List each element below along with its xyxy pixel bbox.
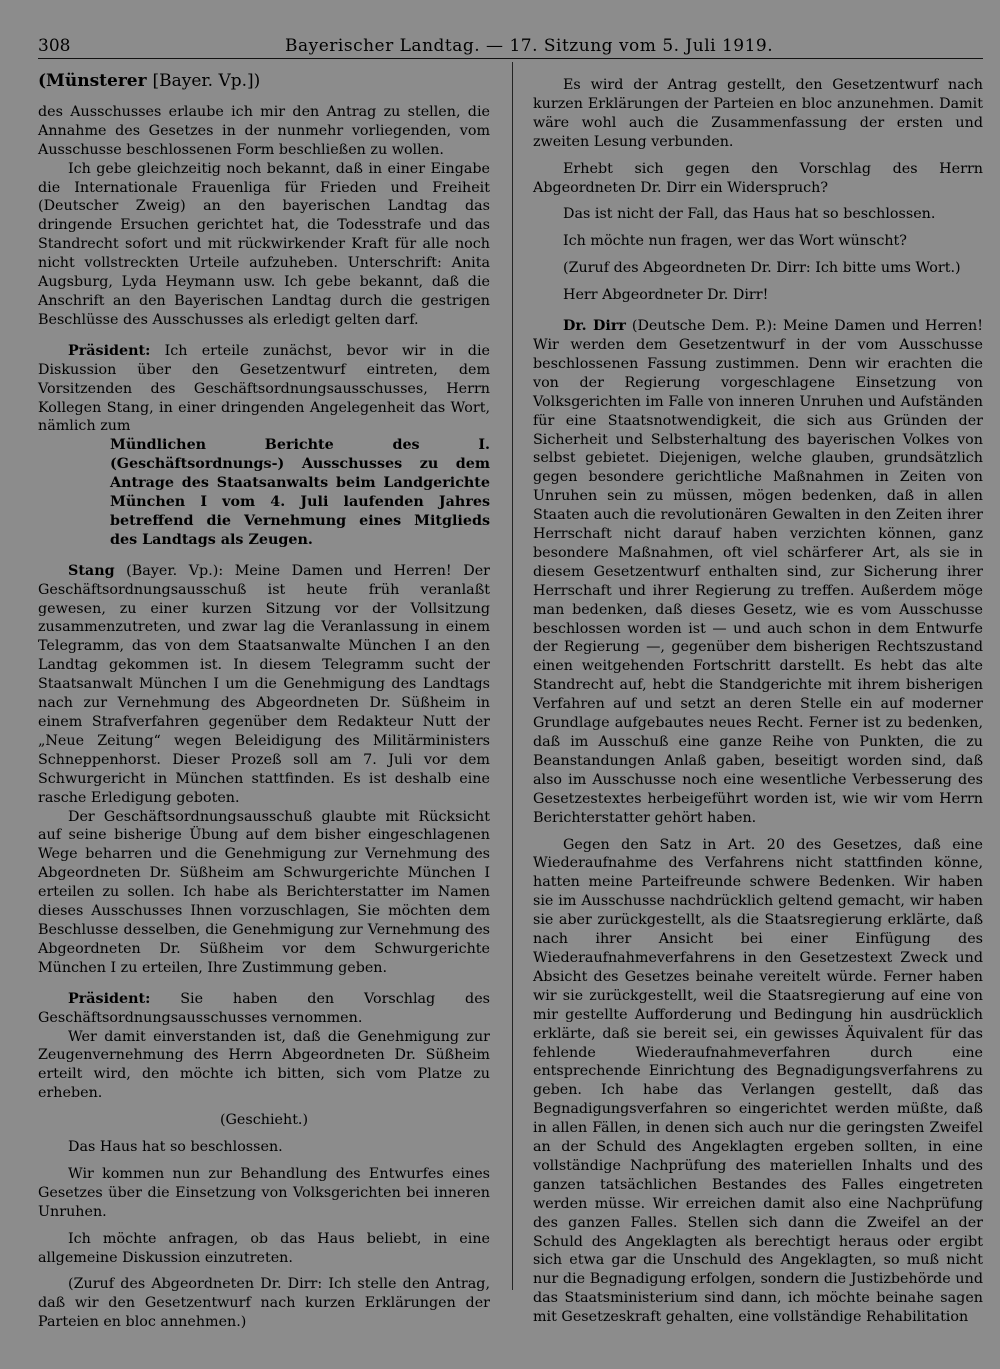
speech-text: Sie haben den Vorschlag des Geschäftsordnungsausschusses vernommen. bbox=[38, 990, 490, 1026]
left-column bbox=[38, 72, 490, 1332]
interjection: (Zuruf des Abgeordneten Dr. Dirr: Ich bitte ums Wort.) bbox=[563, 260, 961, 277]
paragraph: Ich möchte nun fragen, wer das Wort wünscht? bbox=[563, 233, 907, 250]
paragraph bbox=[38, 342, 490, 437]
paragraph bbox=[533, 317, 983, 827]
page-number: 308 bbox=[38, 36, 71, 56]
interjection: (Zuruf des Abgeordneten Dr. Dirr: Ich stelle den Antrag, daß wir den Gesetzentwurf nach kurzen Erklärungen der Parteien en bloc annehmen.) bbox=[38, 1276, 490, 1331]
speaker-name: Stang bbox=[68, 562, 115, 579]
column-divider bbox=[512, 62, 513, 1290]
paragraph: Wir kommen nun zur Behandlung des Entwurfes eines Gesetzes über die Einsetzung von Volksgerichten bei inneren Unruhen. bbox=[38, 1165, 490, 1220]
speaker-party: [Bayer. Vp.]) bbox=[152, 71, 261, 91]
paragraph: des Ausschusses erlaube ich mir den Antrag zu stellen, die Annahme des Gesetzes in der nunmehr vorliegenden, vom Ausschusse beschlossenen Form beschließen zu wollen. bbox=[38, 103, 490, 158]
speech-text: (Bayer. Vp.): Meine Damen und Herren! Der Geschäftsordnungsausschuß ist heute früh veranlaßt gewesen, zu einer kurzen Sitzung vor der Vollsitzung zusammenzutreten, und zwar lag die Veranlassung in einem Telegramm, das von dem Staatsanwalte München I an den Landtag gekommen ist. In diesem Telegramm sucht der Staatsanwalt München I um die Genehmigung des Landtags nach zur Vernehmung des Abgeordneten Dr. Süßheim in einem Strafverfahren gegenüber dem Redakteur Nutt der „Neue Zeitung“ wegen Beleidigung des Militärministers Schneppenhorst. Dieser Prozeß soll am 7. Juli vor dem Schwurgericht in München stattfinden. Es ist deshalb eine rasche Erledigung geboten. bbox=[38, 562, 490, 806]
stage-direction: (Geschieht.) bbox=[219, 1112, 309, 1129]
speaker-name: (Münsterer bbox=[38, 71, 147, 91]
agenda-subject: Mündlichen Berichte des I. (Geschäftsordnungs-) Ausschusses zu dem Antrage des Staatsanwalts beim Landgerichte München I vom 4. Juli laufenden Jahres betreffend die Vernehmung eines Mitglieds des Landtags als Zeugen. bbox=[110, 437, 490, 548]
speech-text: Ich erteile zunächst, bevor wir in die Diskussion über den Gesetzentwurf eintreten, dem Vorsitzenden des Geschäftsordnungsausschusses, Herrn Kollegen Stang, in einer dringenden Angelegenheit das Wort, nämlich zum bbox=[38, 342, 490, 435]
speaker-name: Präsident: bbox=[68, 342, 151, 359]
paragraph: Das ist nicht der Fall, das Haus hat so beschlossen. bbox=[563, 206, 936, 223]
paragraph: Der Geschäftsordnungsausschuß glaubte mit Rücksicht auf seine bisherige Übung auf dem bisher eingeschlagenen Wege beharren und die Genehmigung zur Vernehmung des Abgeordneten Dr. Süßheim am Schwurgerichte München I erteilen zu sollen. Ich habe als Berichterstatter im Namen dieses Ausschusses Ihnen vorzuschlagen, Sie möchten dem Beschlusse desselben, die Genehmigung zur Vernehmung des Abgeordneten Dr. Süßheim vor dem Schwurgerichte München I zu erteilen, Ihre Zustimmung geben. bbox=[38, 808, 490, 976]
speaker-name: Dr. Dirr bbox=[563, 318, 626, 335]
paragraph: Ich gebe gleichzeitig noch bekannt, daß in einer Eingabe die Internationale Frauenliga für Frieden und Freiheit (Deutscher Zweig) an den bayerischen Landtag das dringende Ersuchen gerichtet hat, die Todesstrafe und das Standrecht sofort und mit rückwirkender Kraft für alle noch nicht vollstreckten Urteile aufzuheben. Unterschrift: Anita Augsburg, Lyda Heymann usw. Ich gebe bekannt, daß die Anschrift an den Bayerischen Landtag durch die gestrigen Beschlüsse des Ausschusses als erledigt gelten darf. bbox=[38, 160, 490, 328]
speech-text: (Deutsche Dem. P.): Meine Damen und Herren! Wir werden dem Gesetzentwurf in der vom Ausschusse beschlossenen Fassung zustimmen. Denn wir erachten die von der Regierung vorgeschlagene Einsetzung von Volksgerichten im Falle von inneren Unruhen und Aufständen für eine Staatsnotwendigkeit, die sich aus Gründen der Sicherheit und Selbsterhaltung des bayerischen Volkes von selbst gebietet. Diejenigen, welche glauben, grundsätzlich gegen besondere gerichtliche Maßnahmen in Zeiten von Unruhen sein zu müssen, mögen bedenken, daß in allen Staaten auch die revolutionären Gewalten in den Zeiten ihrer Herrschaft nicht darauf haben verzichten können, ganz besondere Maßnahmen, oft viel schärferer Art, als sie in diesem Gesetzentwurf enthalten sind, zur Sicherung ihrer Herrschaft und ihrer Regierung zu treffen. Außerdem möge man bedenken, daß dieses Gesetz, wie es vom Ausschusse beschlossen worden ist — und auch schon in dem Entwurfe der Regierung —, gegenüber dem bisherigen Rechtszustand einen weitgehenden Fortschritt darstellt. Es hebt das alte Standrecht auf, hebt die Standgerichte mit ihrem bisherigen Verfahren auf und setzt an deren Stelle ein auf moderner Grundlage aufgebautes neues Recht. Ferner ist zu bedenken, daß im Ausschuß eine ganze Reihe von Punkten, die zu Beanstandungen Anlaß gaben, beseitigt worden sind, daß also im Ausschusse noch eine wesentliche Verbesserung des Gesetzestextes herbeigeführt worden ist, wie wir vom Herrn Berichterstatter gehört haben. bbox=[533, 318, 983, 826]
paragraph: Es wird der Antrag gestellt, den Gesetzentwurf nach kurzen Erklärungen der Parteien en bloc anzunehmen. Damit wäre wohl auch die Zusammenfassung der ersten und zweiten Lesung verbunden. bbox=[533, 77, 983, 150]
paragraph: Herr Abgeordneter Dr. Dirr! bbox=[563, 287, 769, 304]
paragraph: Erhebt sich gegen den Vorschlag des Herrn Abgeordneten Dr. Dirr ein Widerspruch? bbox=[533, 160, 983, 196]
paragraph: Das Haus hat so beschlossen. bbox=[68, 1139, 283, 1156]
paragraph: Ich möchte anfragen, ob das Haus beliebt, in eine allgemeine Diskussion einzutreten. bbox=[38, 1230, 490, 1266]
right-column bbox=[533, 76, 983, 1327]
running-header bbox=[38, 36, 983, 59]
paragraph: Gegen den Satz in Art. 20 des Gesetzes, daß eine Wiederaufnahme des Verfahrens nicht stattfinden könne, hatten meine Parteifreunde schwere Bedenken. Wir haben sie im Ausschusse nachdrücklich geltend gemacht, wir haben sie aber zurückgestellt, als die Staatsregierung erklärte, daß nach ihrer Ansicht bei einer Einfügung des Wiederaufnahmeverfahrens in den Gesetzestext Zweck und Absicht des Gesetzes beinahe vereitelt würde. Ferner haben wir sie zurückgestellt, weil die Staatsregierung auf eine von mir gestellte Aufforderung und Bedingung hin ausdrücklich erklärte, daß sie bereit sei, ein gewisses Äquivalent für das fehlende Wiederaufnahmeverfahren durch eine entsprechende Einrichtung des Begnadigungsverfahrens zu geben. Ich habe das Verlangen gestellt, daß das Begnadigungsverfahren so eingerichtet werden müßte, daß in allen Fällen, in denen sich auch nur die geringsten Zweifel an der Schuld des Angeklagten ergeben sollten, in eine vollständige Nachprüfung des materiellen Inhalts und des ganzen tatsächlichen Bestandes des Falles eingetreten werden müsse. Wir erreichen damit also eine Nachprüfung des ganzen Falles. Stellen sich dann die Zweifel an der Schuld des Angeklagten als berechtigt heraus oder ergibt sich etwa gar die Unschuld des Angeklagten, so muß nicht nur die Begnadigung erfolgen, sondern die Justizbehörde und das Staatsministerium sind dann, ich möchte beinahe sagen mit Gesetzeskraft gehalten, eine vollständige Rehabilitation bbox=[533, 836, 983, 1326]
continued-speaker-heading bbox=[38, 72, 490, 91]
running-head-title: Bayerischer Landtag. — 17. Sitzung vom 5. Juli 1919. bbox=[285, 36, 774, 56]
paragraph bbox=[38, 562, 490, 808]
paragraph bbox=[38, 990, 490, 1028]
speaker-name: Präsident: bbox=[68, 990, 151, 1007]
paragraph: Wer damit einverstanden ist, daß die Genehmigung zur Zeugenvernehmung des Herrn Abgeordneten Dr. Süßheim erteilt wird, den möchte ich bitten, sich vom Platze zu erheben. bbox=[38, 1028, 490, 1102]
